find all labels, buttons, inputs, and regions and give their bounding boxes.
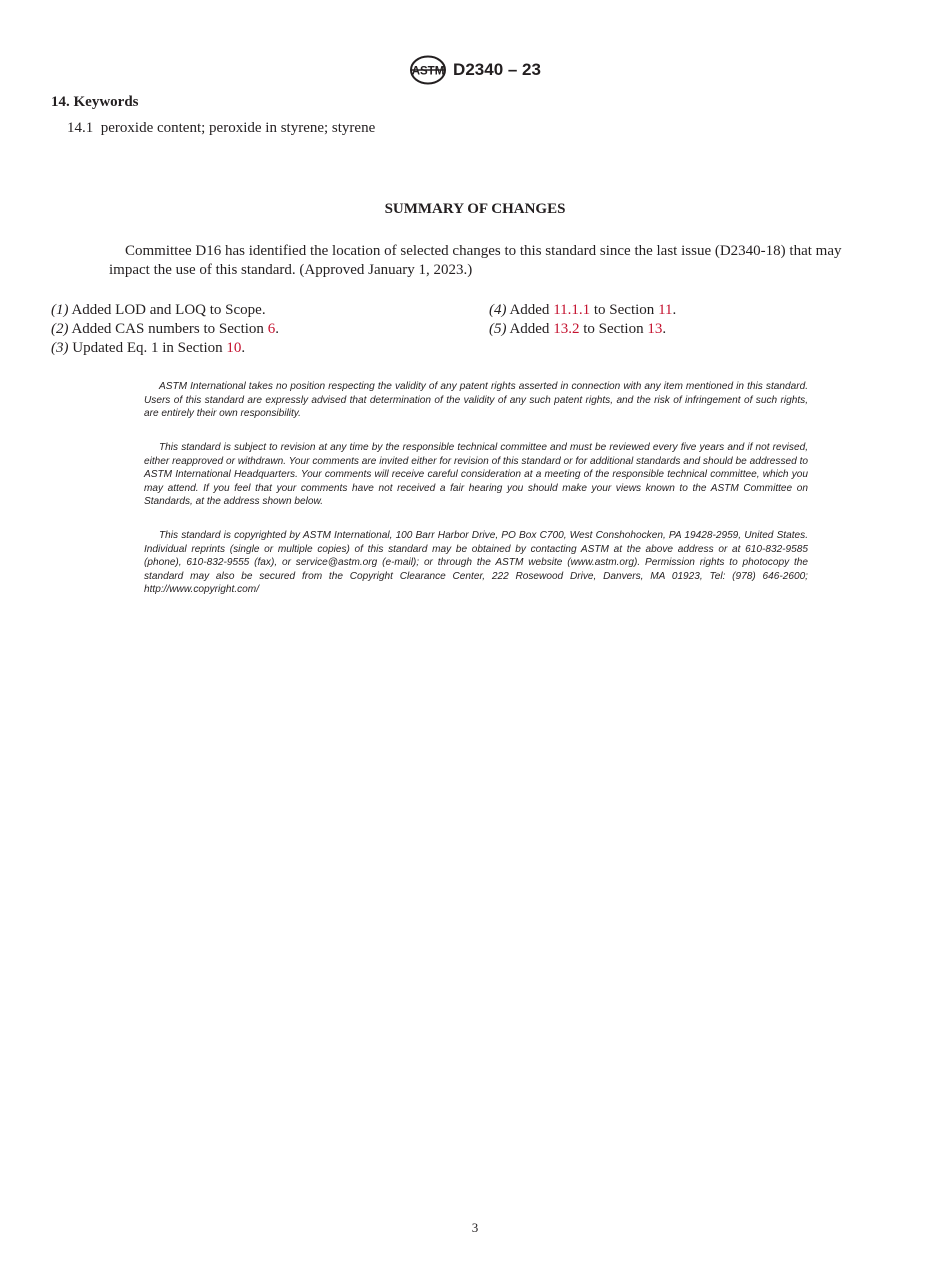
changes-right-column [489, 301, 676, 339]
change-item: (2) Added CAS numbers to Section 6. [51, 321, 279, 337]
document-id: D2340 – 23 [453, 60, 541, 79]
section-link[interactable]: 13.2 [553, 321, 580, 337]
copyright-notice: This standard is copyrighted by ASTM International, 100 Barr Harbor Drive, PO Box C700, West Conshohocken, PA 19428-2959, United States. Individual reprints (single or multiple copies) of this standard may be obtained by contacting ASTM at the above address or at 610-832-9585 (phone), 610-832-9555 (fax), or service@astm.org (e-mail); or through the ASTM website (www.astm.org). Permission rights to photocopy the standard may also be secured from the Copyright Clearance Center, 222 Rosewood Drive, Danvers, MA 01923, Tel: (978) 646-2600; http://www.copyright.com/ [144, 530, 808, 596]
patent-notice: ASTM International takes no position respecting the validity of any patent rights asserted in connection with any item mentioned in this standard. Users of this standard are expressly advised that determination of the validity of any such patent rights, and the risk of infringement of such rights, are entirely their own responsibility. [144, 381, 808, 420]
section-link[interactable]: 6 [267, 321, 276, 337]
change-item: (4) Added 11.1.1 to Section 11. [489, 302, 677, 318]
summary-title: SUMMARY OF CHANGES [384, 201, 566, 217]
section-paragraph [67, 120, 375, 137]
paragraph-text: peroxide content; peroxide in styrene; styrene [100, 120, 376, 136]
section-link[interactable]: 10 [226, 340, 242, 356]
changes-left-column [51, 301, 279, 358]
revision-notice: This standard is subject to revision at any time by the responsible technical committee and must be reviewed every five years and if not revised, either reapproved or withdrawn. Your comments are invited either for revision of this standard or for additional standards and should be addressed to ASTM International Headquarters. Your comments will receive careful consideration at a meeting of the responsible technical committee, which you may attend. If you feel that your comments have not received a fair hearing you should make your views known to the ASTM Committee on Standards, at the address shown below. [144, 442, 808, 508]
change-item: (5) Added 13.2 to Section 13. [489, 321, 667, 337]
summary-intro: Committee D16 has identified the location of selected changes to this standard since the last issue (D2340-18) that may impact the use of this standard. (Approved January 1, 2023.) [109, 243, 842, 278]
page-header [0, 55, 950, 85]
section-link[interactable]: 11 [658, 302, 673, 318]
astm-logo [409, 55, 447, 85]
paragraph-number: 14.1 [67, 120, 94, 136]
change-item: (1) Added LOD and LOQ to Scope. [51, 302, 266, 318]
section-link[interactable]: 11.1.1 [553, 302, 591, 318]
page-number: 3 [471, 1220, 479, 1235]
change-item: (3) Updated Eq. 1 in Section 10. [51, 340, 246, 356]
section-link[interactable]: 13 [647, 321, 663, 337]
section-heading: 14. Keywords [51, 94, 139, 110]
astm-logo-text: ASTM [411, 65, 445, 78]
